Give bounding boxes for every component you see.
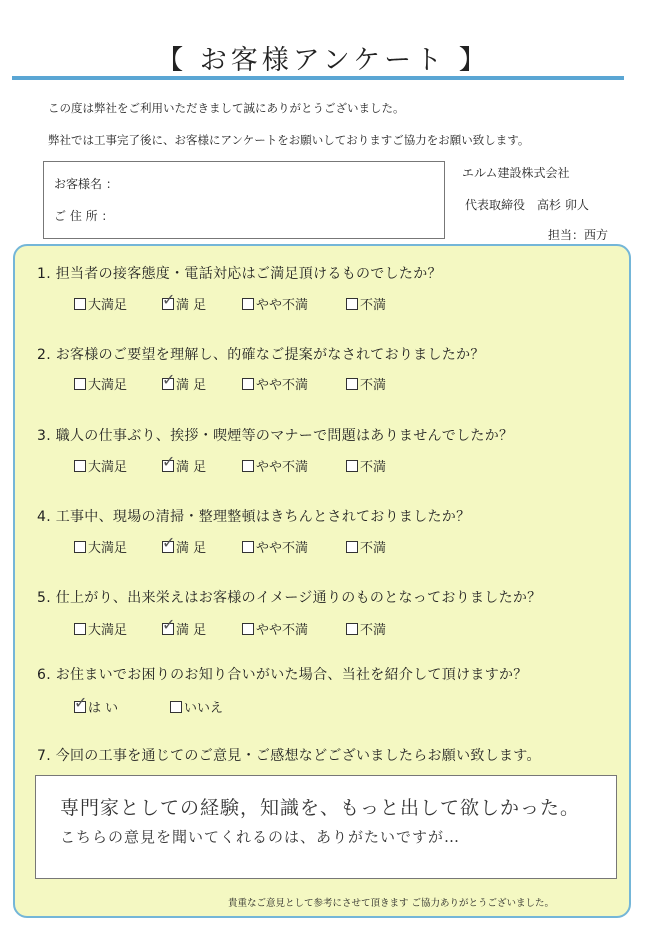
option-checkbox[interactable] bbox=[170, 697, 223, 716]
checkmark-icon: ✓ bbox=[162, 533, 176, 552]
option-checkbox[interactable] bbox=[346, 374, 386, 393]
option-label: やや不満 bbox=[256, 298, 309, 313]
option-label: 不満 bbox=[360, 460, 387, 475]
option-checkbox[interactable] bbox=[346, 456, 386, 475]
checkmark-icon: ✓ bbox=[162, 615, 176, 634]
option-label: 大満足 bbox=[88, 623, 128, 638]
checkbox-square[interactable] bbox=[162, 452, 176, 472]
checkbox-square[interactable] bbox=[74, 460, 86, 472]
option-checkbox[interactable] bbox=[74, 294, 127, 313]
comment-line-1: 専門家としての経験，知識を、もっと出して欲しかった。 bbox=[60, 797, 581, 819]
option-checkbox[interactable] bbox=[346, 537, 386, 556]
option-checkbox[interactable] bbox=[162, 615, 207, 638]
question-6: 6. お住まいでお困りのお知り合いがいた場合、当社を紹介して頂けますか？ bbox=[37, 667, 528, 683]
checkbox-square[interactable] bbox=[170, 701, 182, 713]
option-checkbox[interactable] bbox=[162, 290, 207, 313]
option-checkbox[interactable] bbox=[162, 370, 207, 393]
comment-box[interactable] bbox=[35, 775, 617, 879]
intro-line-1: この度は弊社をご利用いただきまして誠にありがとうございました。 bbox=[48, 101, 405, 115]
option-label: 満 足 bbox=[176, 378, 207, 393]
checkbox-square[interactable] bbox=[162, 290, 176, 310]
option-label: 満 足 bbox=[176, 460, 207, 475]
option-checkbox[interactable] bbox=[242, 456, 308, 475]
option-checkbox[interactable] bbox=[242, 294, 308, 313]
checkbox-square[interactable] bbox=[162, 370, 176, 390]
checkmark-icon: ✓ bbox=[162, 290, 176, 309]
option-checkbox[interactable] bbox=[242, 537, 308, 556]
option-checkbox[interactable] bbox=[74, 619, 127, 638]
checkbox-square[interactable] bbox=[74, 693, 88, 713]
option-label: 大満足 bbox=[88, 541, 128, 556]
option-label: やや不満 bbox=[256, 541, 309, 556]
option-checkbox[interactable] bbox=[242, 374, 308, 393]
checkmark-icon: ✓ bbox=[162, 452, 176, 471]
checkbox-square[interactable] bbox=[74, 541, 86, 553]
option-label: 大満足 bbox=[88, 298, 128, 313]
option-checkbox[interactable] bbox=[74, 693, 119, 716]
company-contact: 担当：西方 bbox=[548, 228, 609, 242]
checkbox-square[interactable] bbox=[242, 378, 254, 390]
checkbox-square[interactable] bbox=[162, 533, 176, 553]
question-4: 4. 工事中、現場の清掃・整理整頓はきちんとされておりましたか？ bbox=[37, 509, 471, 525]
checkmark-icon: ✓ bbox=[162, 370, 176, 389]
option-label: 不満 bbox=[360, 378, 387, 393]
customer-address-label: ご 住 所 ： bbox=[54, 209, 114, 223]
checkbox-square[interactable] bbox=[346, 623, 358, 635]
company-representative: 代表取締役 高杉 卯人 bbox=[465, 198, 589, 212]
checkbox-square[interactable] bbox=[74, 298, 86, 310]
checkbox-square[interactable] bbox=[162, 615, 176, 635]
page-title: 【 お客様アンケート 】 bbox=[156, 45, 490, 76]
checkmark-icon: ✓ bbox=[74, 693, 88, 712]
option-checkbox[interactable] bbox=[74, 456, 127, 475]
option-checkbox[interactable] bbox=[346, 619, 386, 638]
option-label: やや不満 bbox=[256, 460, 309, 475]
option-checkbox[interactable] bbox=[242, 619, 308, 638]
customer-box[interactable] bbox=[43, 161, 445, 239]
checkbox-square[interactable] bbox=[242, 298, 254, 310]
title-rule bbox=[12, 76, 624, 80]
option-label: いいえ bbox=[184, 701, 224, 716]
checkbox-square[interactable] bbox=[346, 298, 358, 310]
intro-line-2: 弊社では工事完了後に、お客様にアンケートをお願いしておりますご協力をお願い致します。 bbox=[48, 133, 530, 147]
customer-name-label: お客様名 ： bbox=[54, 177, 118, 191]
question-7: 7. 今回の工事を通じてのご意見・ご感想などございましたらお願い致します。 bbox=[37, 748, 541, 764]
checkbox-square[interactable] bbox=[346, 541, 358, 553]
option-label: 大満足 bbox=[88, 378, 128, 393]
option-checkbox[interactable] bbox=[74, 374, 127, 393]
company-name: エルム建設株式会社 bbox=[462, 166, 570, 180]
option-checkbox[interactable] bbox=[346, 294, 386, 313]
option-checkbox[interactable] bbox=[74, 537, 127, 556]
checkbox-square[interactable] bbox=[242, 541, 254, 553]
option-label: 不満 bbox=[360, 623, 387, 638]
option-label: 満 足 bbox=[176, 623, 207, 638]
option-label: 満 足 bbox=[176, 541, 207, 556]
option-label: 不満 bbox=[360, 541, 387, 556]
checkbox-square[interactable] bbox=[346, 460, 358, 472]
option-label: やや不満 bbox=[256, 623, 309, 638]
question-2: 2. お客様のご要望を理解し、的確なご提案がなされておりましたか？ bbox=[37, 347, 485, 363]
option-label: 大満足 bbox=[88, 460, 128, 475]
checkbox-square[interactable] bbox=[74, 378, 86, 390]
option-checkbox[interactable] bbox=[162, 533, 207, 556]
checkbox-square[interactable] bbox=[346, 378, 358, 390]
option-label: 不満 bbox=[360, 298, 387, 313]
footer-note: 貴重なご意見として参考にさせて頂きます ご協力ありがとうございました。 bbox=[228, 898, 555, 909]
checkbox-square[interactable] bbox=[74, 623, 86, 635]
option-label: は い bbox=[88, 701, 119, 716]
comment-line-2: こちらの意見を聞いてくれるのは、ありがたいですが… bbox=[60, 828, 461, 846]
option-label: やや不満 bbox=[256, 378, 309, 393]
option-label: 満 足 bbox=[176, 298, 207, 313]
question-3: 3. 職人の仕事ぶり、挨拶・喫煙等のマナーで問題はありませんでしたか？ bbox=[37, 428, 514, 444]
option-checkbox[interactable] bbox=[162, 452, 207, 475]
checkbox-square[interactable] bbox=[242, 460, 254, 472]
question-1: 1. 担当者の接客態度・電話対応はご満足頂けるものでしたか？ bbox=[37, 266, 442, 282]
question-5: 5. 仕上がり、出来栄えはお客様のイメージ通りのものとなっておりましたか？ bbox=[37, 590, 542, 606]
checkbox-square[interactable] bbox=[242, 623, 254, 635]
